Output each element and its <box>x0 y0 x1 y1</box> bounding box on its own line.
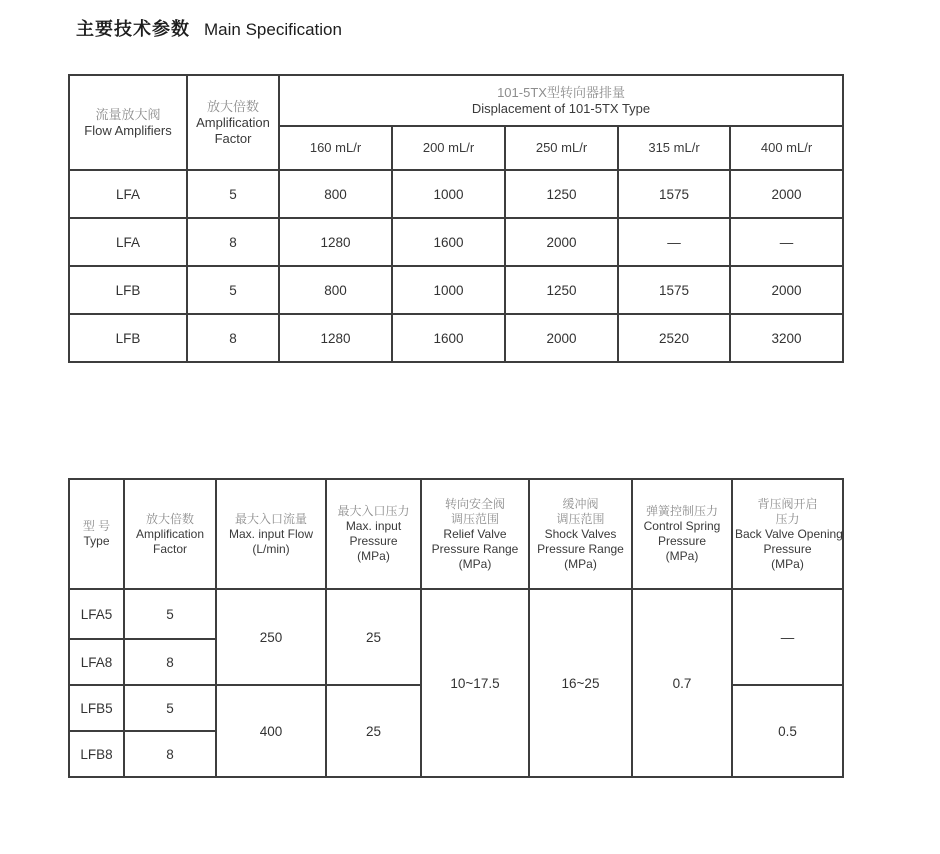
col-header-400ml: 400 mL/r <box>730 126 843 170</box>
factor-cell: 5 <box>124 589 216 639</box>
col-header-200ml: 200 mL/r <box>392 126 505 170</box>
value-cell: 1600 <box>392 218 505 266</box>
col-header-relief-valve-range: 转向安全阀 调压范围 Relief Valve Pressure Range (MPa) <box>421 479 529 589</box>
col-header-control-spring-pressure: 弹簧控制压力 Control Spring Pressure (MPa) <box>632 479 732 589</box>
type-cell: LFB8 <box>69 731 124 777</box>
value-cell: 2000 <box>505 218 618 266</box>
table-row <box>69 589 843 639</box>
value-cell: 1280 <box>279 314 392 362</box>
value-cell: 3200 <box>730 314 843 362</box>
model-cell: LFB <box>69 266 187 314</box>
factor-cell: 5 <box>124 685 216 731</box>
shock-range-cell: 16~25 <box>529 589 632 777</box>
table-row <box>69 266 843 314</box>
value-cell: 1280 <box>279 218 392 266</box>
col-header-250ml: 250 mL/r <box>505 126 618 170</box>
max-flow-lfb-cell: 400 <box>216 685 326 777</box>
col-header-315ml: 315 mL/r <box>618 126 730 170</box>
model-cell: LFA <box>69 170 187 218</box>
group-header-displacement: 101-5TX型转向器排量 Displacement of 101-5TX Type <box>279 75 843 126</box>
spec-table <box>68 478 844 778</box>
value-cell: 1600 <box>392 314 505 362</box>
table-row <box>69 218 843 266</box>
max-flow-lfa-cell: 250 <box>216 589 326 685</box>
col-header-amplification-factor: 放大倍数 Amplification Factor <box>124 479 216 589</box>
header-row <box>69 479 843 589</box>
page-title-en: Main Specification <box>204 20 342 39</box>
max-pressure-lfb-cell: 25 <box>326 685 421 777</box>
factor-cell: 8 <box>124 639 216 685</box>
factor-cell: 5 <box>187 170 279 218</box>
col-header-type: 型 号 Type <box>69 479 124 589</box>
col-header-160ml: 160 mL/r <box>279 126 392 170</box>
table-row <box>69 314 843 362</box>
col-header-shock-valves-range: 缓冲阀 调压范围 Shock Valves Pressure Range (MPa) <box>529 479 632 589</box>
flow-amplifier-table <box>68 74 844 363</box>
value-cell: 2520 <box>618 314 730 362</box>
col-header-flow-amplifiers: 流量放大阀 Flow Amplifiers <box>69 75 187 170</box>
value-cell: 1000 <box>392 266 505 314</box>
value-cell: 1250 <box>505 266 618 314</box>
model-cell: LFB <box>69 314 187 362</box>
back-valve-lfb-cell: 0.5 <box>732 685 843 777</box>
factor-cell: 8 <box>124 731 216 777</box>
factor-cell: 5 <box>187 266 279 314</box>
col-header-back-valve-opening: 背压阀开启 压力 Back Valve Opening Pressure (MPa) <box>732 479 843 589</box>
relief-range-cell: 10~17.5 <box>421 589 529 777</box>
factor-cell: 8 <box>187 218 279 266</box>
value-cell: 1575 <box>618 266 730 314</box>
model-cell: LFA <box>69 218 187 266</box>
col-header-amplification-factor: 放大倍数 Amplification Factor <box>187 75 279 170</box>
col-header-max-input-flow: 最大入口流量 Max. input Flow (L/min) <box>216 479 326 589</box>
value-cell: — <box>618 218 730 266</box>
page-title-zh: 主要技术参数 <box>76 19 190 39</box>
type-cell: LFA5 <box>69 589 124 639</box>
value-cell: 800 <box>279 266 392 314</box>
value-cell: 2000 <box>730 170 843 218</box>
page-title <box>76 15 342 41</box>
table-row <box>69 170 843 218</box>
back-valve-lfa-cell: — <box>732 589 843 685</box>
factor-cell: 8 <box>187 314 279 362</box>
value-cell: 2000 <box>505 314 618 362</box>
max-pressure-lfa-cell: 25 <box>326 589 421 685</box>
spring-pressure-cell: 0.7 <box>632 589 732 777</box>
type-cell: LFB5 <box>69 685 124 731</box>
col-header-max-input-pressure: 最大入口压力 Max. input Pressure (MPa) <box>326 479 421 589</box>
value-cell: 1575 <box>618 170 730 218</box>
type-cell: LFA8 <box>69 639 124 685</box>
value-cell: 2000 <box>730 266 843 314</box>
value-cell: 1000 <box>392 170 505 218</box>
value-cell: — <box>730 218 843 266</box>
value-cell: 800 <box>279 170 392 218</box>
value-cell: 1250 <box>505 170 618 218</box>
header-row-group <box>69 75 843 126</box>
